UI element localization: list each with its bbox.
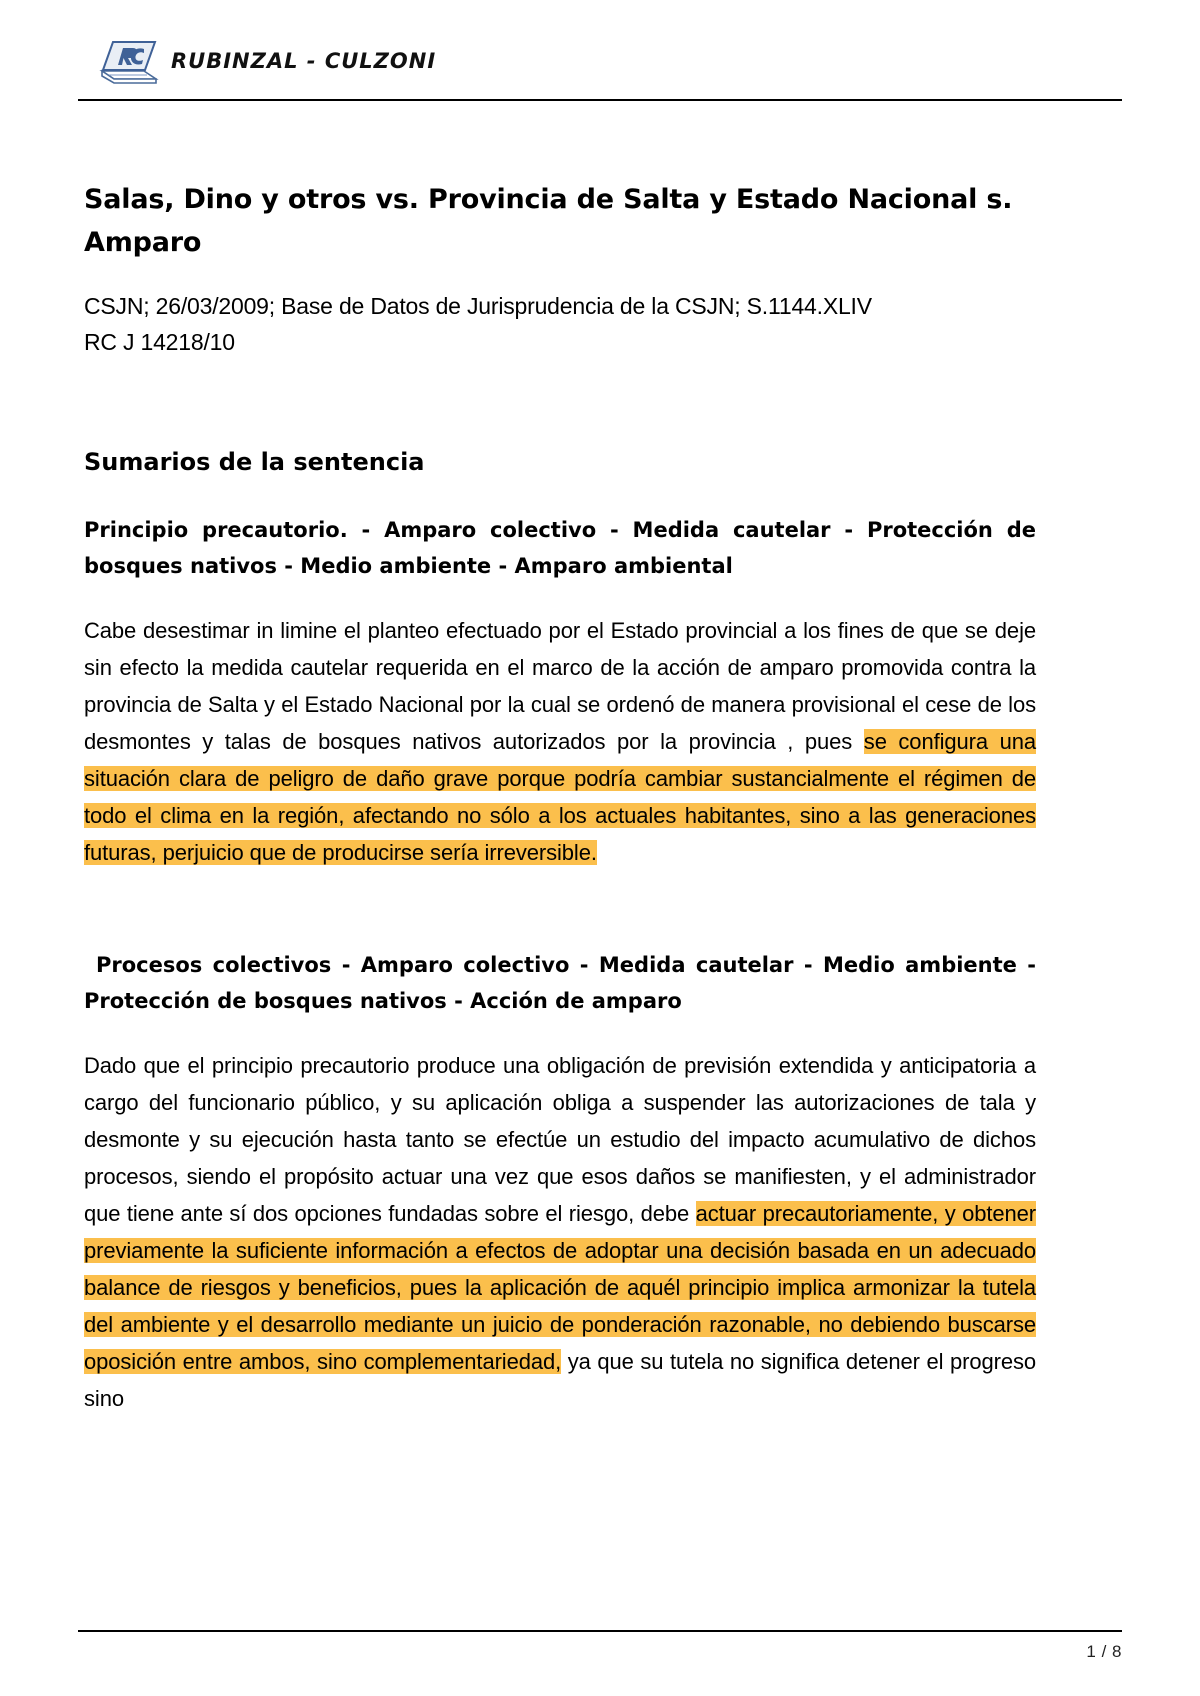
brand-logo	[99, 38, 436, 84]
footer-divider	[78, 1630, 1122, 1632]
page-title: Salas, Dino y otros vs. Provincia de Salta y Estado Nacional s. Amparo	[84, 184, 1013, 258]
citation-line-2: RC J 14218/10	[84, 329, 235, 355]
rubinzal-culzoni-book-logo-icon	[99, 38, 159, 84]
sumario-1-highlight: se configura una situación clara de peligro de daño grave porque podría cambiar sustancialmente el régimen de todo el clima en la región, afectando no sólo a los actuales habitantes, sino a las generaciones futuras, perjuicio que de producirse sería irreversible.	[84, 729, 1036, 865]
sumario-body-1	[84, 612, 1036, 871]
sumario-2-text-after: ya que su tutela no significa detener el progreso sino	[84, 1349, 1036, 1411]
sumario-heading-2: Procesos colectivos - Amparo colectivo - Medida cautelar - Medio ambiente - Protección de bosques nativos - Acción de amparo	[84, 953, 1036, 1013]
page-number-label: 1 / 8	[1086, 1642, 1122, 1661]
sumario-1-text-before: Cabe desestimar in limine el planteo efectuado por el Estado provincial a los fines de que se deje sin efecto la medida cautelar requerida en el marco de la acción de amparo promovida contra la provincia de Salta y el Estado Nacional por la cual se ordenó de manera provisional el cese de los desmontes y talas de bosques nativos autorizados por la provincia , pues	[84, 618, 1036, 754]
page-footer	[0, 1616, 1200, 1696]
citation-block	[84, 288, 1036, 360]
brand-name-label: RUBINZAL - CULZONI	[171, 49, 437, 73]
sumario-separator	[84, 871, 1036, 913]
citation-line-1: CSJN; 26/03/2009; Base de Datos de Jurisprudencia de la CSJN; S.1144.XLIV	[84, 293, 872, 319]
sumario-heading-1: Principio precautorio. - Amparo colectivo - Medida cautelar - Protección de bosques nativos - Medio ambiente - Amparo ambiental	[84, 518, 1036, 578]
sumario-2-highlight: actuar precautoriamente, y obtener previamente la suficiente información a efectos de adoptar una decisión basada en un adecuado balance de riesgos y beneficios, pues la aplicación de aquél principio implica armonizar la tutela del ambiente y el desarrollo mediante un juicio de ponderación razonable, no debiendo buscarse oposición entre ambos, sino complementariedad,	[84, 1201, 1036, 1374]
header-divider	[78, 99, 1122, 101]
sumario-2-text-before: Dado que el principio precautorio produce una obligación de previsión extendida y anticipatoria a cargo del funcionario público, y su aplicación obliga a suspender las autorizaciones de tala y desmonte y su ejecución hasta tanto se efectúe un estudio del impacto acumulativo de dichos procesos, siendo el propósito actuar una vez que esos daños se manifiesten, y el administrador que tiene ante sí dos opciones fundadas sobre el riesgo, debe	[84, 1053, 1036, 1226]
document-content	[84, 178, 1036, 1417]
page-header	[0, 0, 1200, 100]
section-heading-sumarios: Sumarios de la sentencia	[84, 448, 425, 476]
sumario-body-2	[84, 1047, 1036, 1417]
